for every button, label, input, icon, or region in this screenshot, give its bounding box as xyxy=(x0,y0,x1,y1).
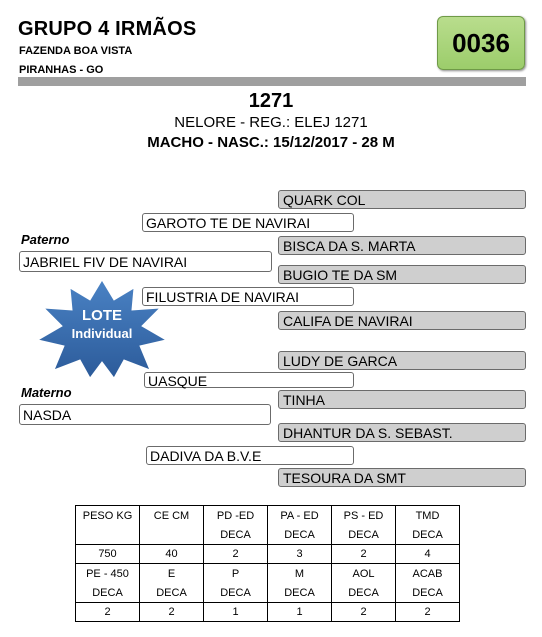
dam: NASDA xyxy=(19,404,271,425)
paterno-label: Paterno xyxy=(21,232,70,247)
stat-subheader-1-3: DECA xyxy=(204,526,268,545)
dam-sire: UASQUE xyxy=(144,372,354,388)
stat-header-1-5: PS - ED xyxy=(332,506,396,527)
stat-value-2-4: 1 xyxy=(268,603,332,622)
sire: JABRIEL FIV DE NAVIRAI xyxy=(19,251,272,272)
great-grandparent-2: BISCA DA S. MARTA xyxy=(278,236,526,255)
stat-value-1-6: 4 xyxy=(396,545,460,564)
stat-subheader-2-6: DECA xyxy=(396,584,460,603)
stat-value-1-2: 40 xyxy=(140,545,204,564)
stat-subheader-2-3: DECA xyxy=(204,584,268,603)
great-grandparent-7: DHANTUR DA S. SEBAST. xyxy=(278,423,526,442)
stat-value-2-3: 1 xyxy=(204,603,268,622)
animal-number: 1271 xyxy=(248,90,294,112)
great-grandparent-1: QUARK COL xyxy=(278,190,526,209)
stat-header-2-3: P xyxy=(204,564,268,585)
stat-header-2-4: M xyxy=(268,564,332,585)
stat-value-2-6: 2 xyxy=(396,603,460,622)
badge-line-1: LOTE xyxy=(82,307,122,324)
stat-value-2-1: 2 xyxy=(76,603,140,622)
stat-header-2-5: AOL xyxy=(332,564,396,585)
header-divider xyxy=(18,77,526,86)
stat-value-1-1: 750 xyxy=(76,545,140,564)
stat-header-1-2: CE CM xyxy=(140,506,204,527)
great-grandparent-4: CALIFA DE NAVIRAI xyxy=(278,311,526,330)
stat-header-1-3: PD -ED xyxy=(204,506,268,527)
stat-value-2-2: 2 xyxy=(140,603,204,622)
stat-subheader-2-2: DECA xyxy=(140,584,204,603)
great-grandparent-8: TESOURA DA SMT xyxy=(278,468,526,487)
breed-registration: NELORE - REG.: ELEJ 1271 xyxy=(174,114,368,131)
great-grandparent-5: LUDY DE GARCA xyxy=(278,351,526,370)
farm-name: FAZENDA BOA VISTA xyxy=(19,45,133,57)
materno-label: Materno xyxy=(21,385,72,400)
stat-subheader-1-5: DECA xyxy=(332,526,396,545)
stat-subheader-1-4: DECA xyxy=(268,526,332,545)
sex-birth-age: MACHO - NASC.: 15/12/2017 - 28 M xyxy=(147,134,395,151)
stat-value-1-5: 2 xyxy=(332,545,396,564)
stat-subheader-2-5: DECA xyxy=(332,584,396,603)
farm-location: PIRANHAS - GO xyxy=(19,64,104,76)
stat-header-2-6: ACAB xyxy=(396,564,460,585)
stat-header-2-1: PE - 450 xyxy=(76,564,140,585)
sire-dam: FILUSTRIA DE NAVIRAI xyxy=(142,287,354,306)
stat-subheader-2-1: DECA xyxy=(76,584,140,603)
stat-header-1-6: TMD xyxy=(396,506,460,527)
stat-value-1-3: 2 xyxy=(204,545,268,564)
stat-subheader-1-1 xyxy=(76,526,140,545)
stat-header-2-2: E xyxy=(140,564,204,585)
stat-subheader-1-6: DECA xyxy=(396,526,460,545)
badge-line-2: Individual xyxy=(71,326,133,341)
dam-dam: DADIVA DA B.V.E xyxy=(146,446,354,465)
stat-subheader-1-2 xyxy=(140,526,204,545)
stats-table xyxy=(75,505,460,622)
stat-value-1-4: 3 xyxy=(268,545,332,564)
great-grandparent-6: TINHA xyxy=(278,390,526,409)
sire-sire: GAROTO TE DE NAVIRAI xyxy=(142,213,354,232)
group-title: GRUPO 4 IRMÃOS xyxy=(18,18,197,40)
great-grandparent-3: BUGIO TE DA SM xyxy=(278,265,526,284)
lot-number-badge: 0036 xyxy=(437,16,525,70)
stat-subheader-2-4: DECA xyxy=(268,584,332,603)
stat-header-1-1: PESO KG xyxy=(76,506,140,527)
stat-value-2-5: 2 xyxy=(332,603,396,622)
stat-header-1-4: PA - ED xyxy=(268,506,332,527)
